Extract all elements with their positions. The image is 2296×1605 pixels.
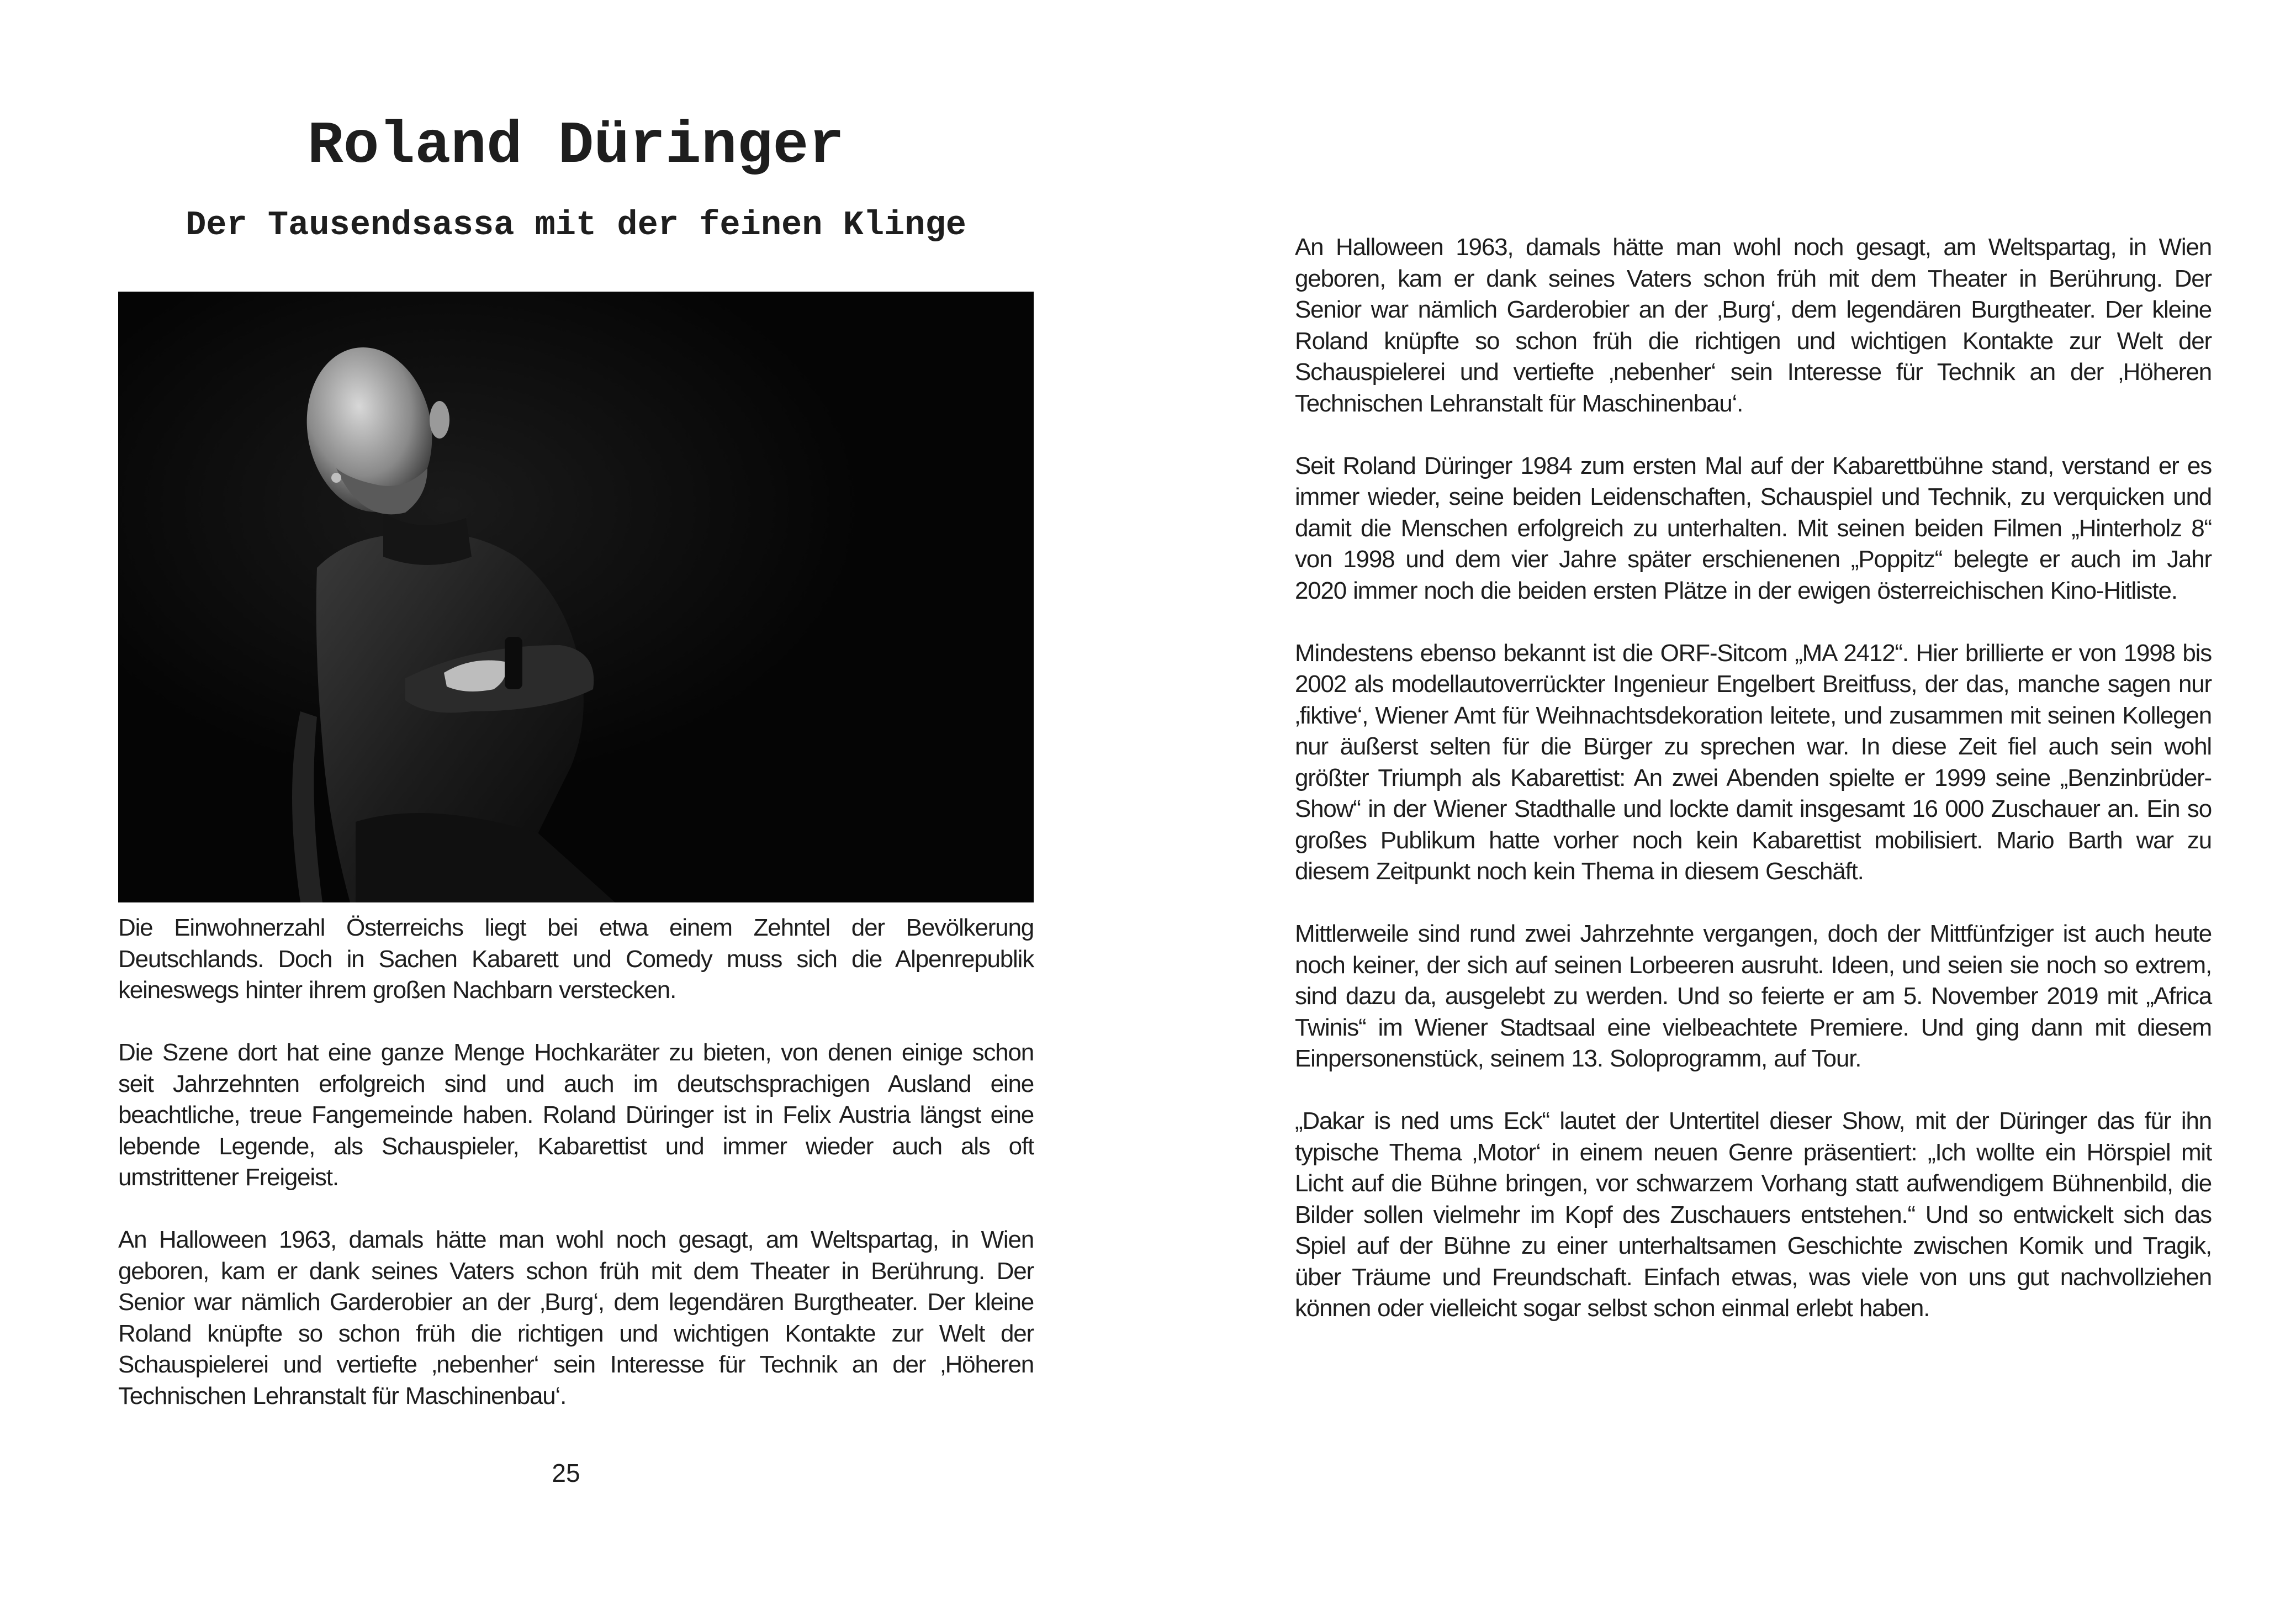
paragraph: An Halloween 1963, damals hätte man wohl noch gesagt, am Weltspartag, in Wien geboren, kam er dank seines Vaters schon früh mit dem Theater in Berührung. Der Senior war nämlich Garderobier an der ‚Burg‘, dem legendären Burgtheater. Der kleine Roland knüpfte so schon früh die richtigen und wichtigen Kontakte zur Welt der Schauspielerei und vertiefte ‚nebenher‘ sein Interesse für Technik an der ‚Höheren Technischen Lehranstalt für Maschinenbau‘.	[1295, 234, 2212, 417]
right-body-text	[1295, 232, 2212, 1324]
left-body-text	[118, 912, 1034, 1412]
right-page	[1148, 0, 2296, 1605]
paragraph: Seit Roland Düringer 1984 zum ersten Mal auf der Kabarettbühne stand, verstand er es immer wieder, seine beiden Leidenschaften, Schauspiel und Technik, zu verquicken und damit die Menschen erfolgreich zu unterhalten. Mit seinen beiden Filmen „Hinterholz 8“ von 1998 und dem vier Jahre später erschienenen „Poppitz“ belegte er auch im Jahr 2020 immer noch die beiden ersten Plätze in der ewigen österreichischen Kino-Hitliste.	[1295, 452, 2212, 604]
headset-microphone	[331, 473, 341, 483]
paragraph: „Dakar is ned ums Eck“ lautet der Untertitel dieser Show, mit der Düringer das für ihn typische Thema ‚Motor‘ in einem neuen Genre präsentiert: „Ich wollte ein Hörspiel mit Licht auf die Bühne bringen, vor schwarzem Vorhang statt aufwendigem Bühnenbild, die Bilder sollen vielmehr im Kopf des Zuschauers entstehen.“ Und so entwickelt sich das Spiel auf der Bühne zu einer unterhaltsamen Geschichte zwischen Komik und Tragik, über Träume und Freundschaft. Einfach etwas, was viele von uns gut nachvollziehen können oder vielleicht sogar selbst schon einmal erlebt haben.	[1295, 1107, 2212, 1322]
paragraph: Die Einwohnerzahl Österreichs liegt bei etwa einem Zehntel der Bevölkerung Deutschlands. Doch in Sachen Kabarett und Comedy muss sich die Alpenrepublik keineswegs hinter ihrem großen Nachbarn verstecken.	[118, 914, 1034, 1004]
photo-portrait-icon	[118, 292, 1034, 902]
ear	[430, 401, 449, 439]
photo-background	[118, 292, 1034, 902]
wristwatch	[505, 637, 522, 689]
portrait-photo	[118, 292, 1034, 902]
page-number: 25	[552, 1459, 580, 1487]
paragraph: An Halloween 1963, damals hätte man wohl noch gesagt, am Weltspartag, in Wien geboren, kam er dank seines Vaters schon früh mit dem Theater in Berührung. Der Senior war nämlich Garderobier an der ‚Burg‘, dem legendären Burgtheater. Der kleine Roland knüpfte so schon früh die richtigen und wichtigen Kontakte zur Welt der Schauspielerei und vertiefte ‚nebenher‘ sein Interesse für Technik an der ‚Höheren Technischen Lehranstalt für Maschinenbau‘.	[118, 1226, 1034, 1409]
paragraph: Mindestens ebenso bekannt ist die ORF-Sitcom „MA 2412“. Hier brillierte er von 1998 bis 2002 als modellautoverrückter Ingenieur Engelbert Breitfuss, der das, manche sagen nur ‚fiktive‘, Wiener Amt für Weihnachtsdekoration leitete, und zusammen mit seinen Kollegen nur äußerst selten für die Bürger zu sprechen war. In diese Zeit fiel auch sein wohl größter Triumph als Kabarettist: An zwei Abenden spielte er 1999 seine „Benzinbrüder-Show“ in der Wiener Stadthalle und lockte damit insgesamt 16 000 Zuschauer an. Ein so großes Publikum hatte vorher noch kein Kabarettist mobilisiert. Mario Barth war zu diesem Zeitpunkt noch kein Thema in diesem Geschäft.	[1295, 639, 2212, 885]
paragraph: Mittlerweile sind rund zwei Jahrzehnte vergangen, doch der Mittfünfziger ist auch heute noch keiner, der sich auf seinen Lorbeeren ausruht. Ideen, und seien sie noch so extrem, sind dazu da, ausgelebt zu werden. Und so feierte er am 5. November 2019 mit „Africa Twinis“ im Wiener Stadtsaal eine vielbeachtete Premiere. Und ging dann mit diesem Einpersonenstück, seinem 13. Soloprogramm, auf Tour.	[1295, 920, 2212, 1072]
article-title: Roland Düringer	[307, 113, 845, 180]
article-subtitle: Der Tausendsassa mit der feinen Klinge	[186, 205, 966, 245]
paragraph: Die Szene dort hat eine ganze Menge Hochkaräter zu bieten, von denen einige schon seit Jahrzehnten erfolgreich sind und auch im deutschsprachigen Ausland eine beachtliche, treue Fangemeinde haben. Roland Düringer ist in Felix Austria längst eine lebende Legende, als Schauspieler, Kabarettist und immer wieder auch als oft umstrittener Freigeist.	[118, 1039, 1034, 1191]
